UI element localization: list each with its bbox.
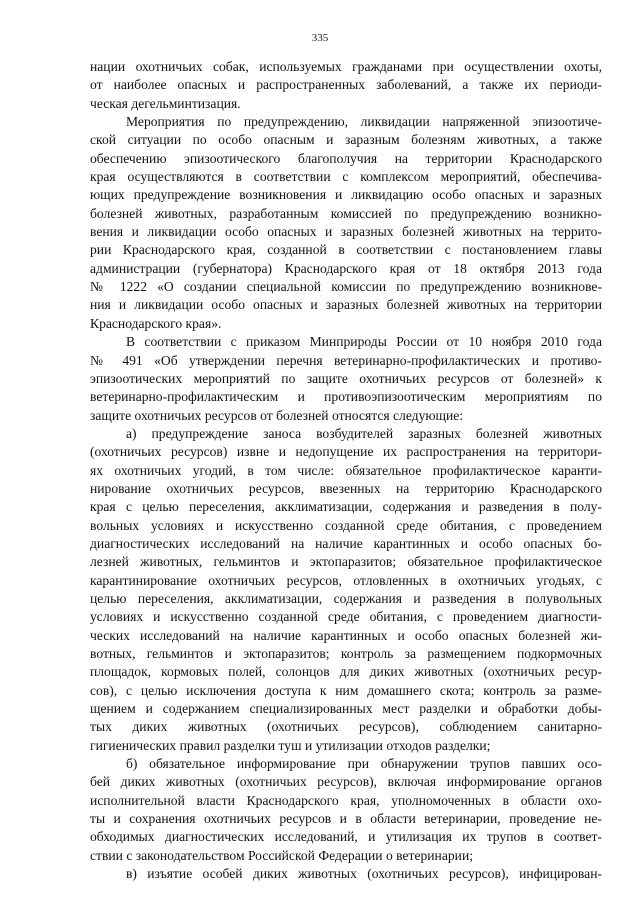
text-line: № 1222 «О создании специальной комиссии по предупреждению возникнове- xyxy=(90,279,602,295)
text-line: тых диких животных (охотничьих ресурсов), соблюдением санитарно- xyxy=(90,719,602,735)
text-line: ствии с законодательством Российской Федерации о ветеринарии; xyxy=(90,847,473,863)
text-line: нирование охотничьих ресурсов, ввезенных на территорию Краснодарского xyxy=(90,480,602,496)
text-line: карантинирование охотничьих ресурсов, отловленных в охотничьих угодьях, с xyxy=(90,572,602,588)
text-line: в) изъятие особей диких животных (охотничьих ресурсов), инфицирован- xyxy=(126,866,602,882)
text-line: ты и сохранения охотничьих ресурсов и в области ветеринарии, проведение не- xyxy=(90,811,602,827)
paragraph xyxy=(90,113,602,333)
text-line: от наиболее опасных и распространенных заболеваний, а также их периоди- xyxy=(90,77,602,93)
text-line: болезней животных, разработанным комиссией по предупреждению возникно- xyxy=(90,205,602,221)
text-line: обеспечению эпизоотического благополучия на территории Краснодарского xyxy=(90,150,602,166)
text-line: вольных условиях и искусственно созданной среде обитания, с проведением xyxy=(90,517,602,533)
text-line: ющих предупреждение возникновения и ликвидацию особо опасных и заразных xyxy=(90,187,602,203)
text-line: защите охотничьих ресурсов от болезней относятся следующие: xyxy=(90,407,464,423)
text-line: (охотничьих ресурсов) извне и недопущение их распространения на территори- xyxy=(90,444,602,460)
text-line: диагностических исследований на наличие карантинных и особо опасных бо- xyxy=(90,535,602,551)
text-line: б) обязательное информирование при обнаружении трупов павших осо- xyxy=(126,756,602,772)
text-line: Краснодарского края». xyxy=(90,315,222,331)
text-line: сов), с целью исключения доступа к ним домашнего скота; контроль за разме- xyxy=(90,682,602,698)
text-line: целью переселения, акклиматизации, содержания и разведения в полувольных xyxy=(90,590,602,606)
text-line: ветеринарно-профилактическим и противоэпизоотическим мероприятиям по xyxy=(90,389,602,405)
text-line: ях охотничьих угодий, в том числе: обязательное профилактическое каранти- xyxy=(90,462,602,478)
text-line: щением и содержанием специализированных мест разделки и обработки добы- xyxy=(90,701,602,717)
text-line: рии Краснодарского края, созданной в соответствии с постановлением главы xyxy=(90,242,602,258)
text-line: вотных, гельминтов и эктопаразитов; контроль за размещением подкормочных xyxy=(90,646,602,661)
text-line: гигиенических правил разделки туш и утилизации отходов разделки; xyxy=(90,737,491,753)
text-line: Мероприятия по предупреждению, ликвидации напряженной эпизоотиче- xyxy=(126,114,602,130)
paragraph xyxy=(90,333,602,425)
text-line: а) предупреждение заноса возбудителей заразных болезней животных xyxy=(126,425,602,441)
text-line: края с целью переселения, акклиматизации, содержания и разведения в полу- xyxy=(90,499,602,515)
body-text xyxy=(90,58,602,883)
text-line: вения и ликвидации особо опасных и заразных болезней животных на террито- xyxy=(90,224,602,240)
text-line: лезней животных, гельминтов и эктопаразитов; обязательное профилактическое xyxy=(90,554,602,570)
paragraph xyxy=(90,58,602,113)
paragraph xyxy=(90,425,602,755)
page-number: 335 xyxy=(311,32,329,44)
text-line: ческих исследований на наличие карантинных и особо опасных болезней жи- xyxy=(90,627,602,643)
text-line: нации охотничьих собак, используемых гражданами при осуществлении охоты, xyxy=(90,59,602,74)
text-line: края осуществляются в соответствии с комплексом мероприятий, обеспечива- xyxy=(90,169,602,185)
text-line: обходимых диагностических исследований, и утилизация их трупов в соответ- xyxy=(90,829,602,845)
text-line: условиях и искусственно созданной среде обитания, с проведением диагности- xyxy=(90,609,602,625)
text-line: ческая дегельминтизация. xyxy=(90,95,241,111)
text-line: ния и ликвидации особо опасных и заразных болезней животных на территории xyxy=(90,297,602,313)
text-line: ской ситуации по особо опасным и заразным болезням животных, а также xyxy=(90,132,602,148)
text-line: площадок, кормовых полей, солонцов для диких животных (охотничьих ресур- xyxy=(90,664,602,680)
text-line: В соответствии с приказом Минприроды России от 10 ноября 2010 года xyxy=(126,334,602,350)
text-line: бей диких животных (охотничьих ресурсов), включая информирование органов xyxy=(90,774,602,790)
text-line: администрации (губернатора) Краснодарского края от 18 октября 2013 года xyxy=(90,260,602,276)
text-line: эпизоотических мероприятий по защите охотничьих ресурсов от болезней» к xyxy=(90,370,602,386)
paragraph xyxy=(90,865,602,883)
paragraph xyxy=(90,755,602,865)
text-line: № 491 «Об утверждении перечня ветеринарно-профилактических и противо- xyxy=(90,352,602,368)
text-line: исполнительной власти Краснодарского края, уполномоченных в области охо- xyxy=(90,792,602,808)
